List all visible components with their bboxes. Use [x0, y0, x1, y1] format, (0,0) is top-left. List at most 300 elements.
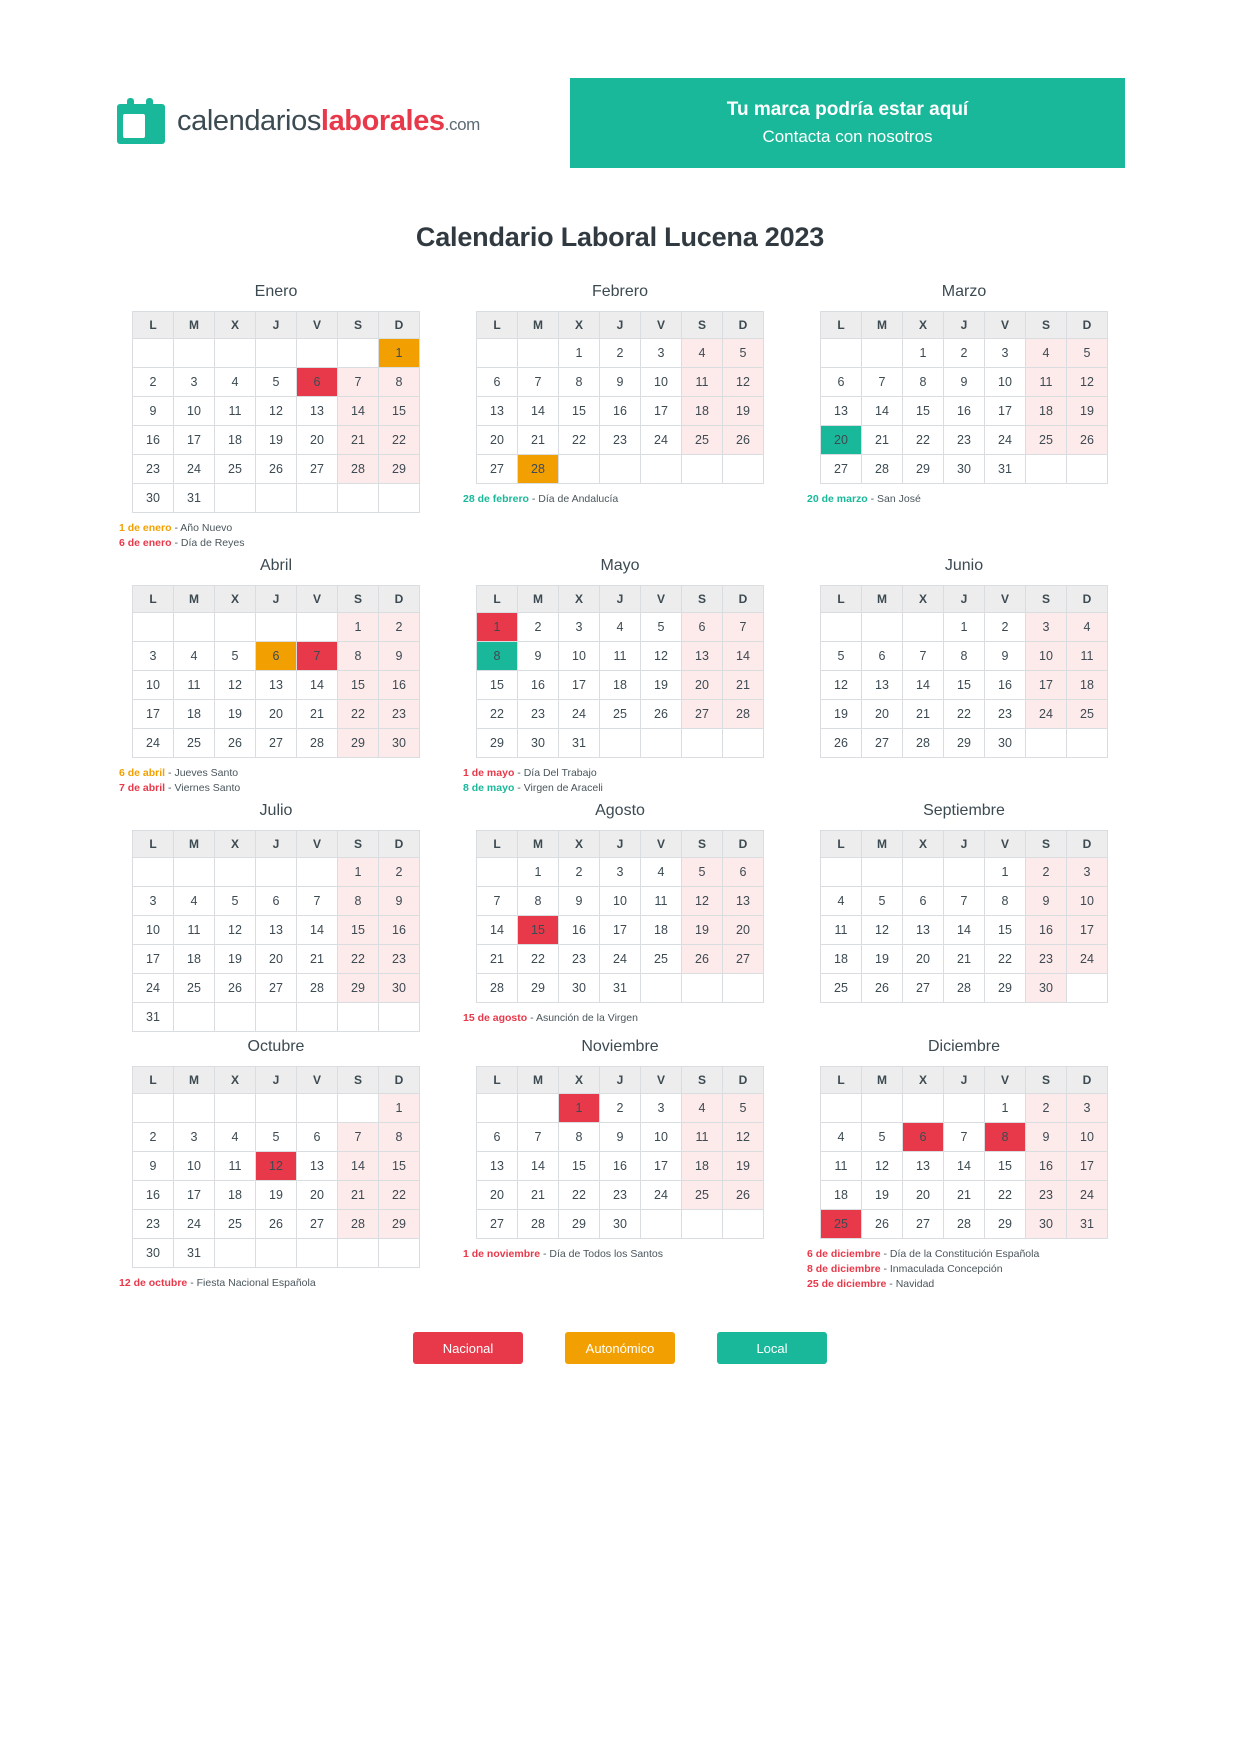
day-cell[interactable]: 8	[559, 1123, 600, 1152]
day-cell[interactable]: 11	[1067, 642, 1108, 671]
day-cell[interactable]: 29	[985, 1210, 1026, 1239]
day-cell[interactable]: 29	[903, 455, 944, 484]
day-cell[interactable]: 7	[944, 887, 985, 916]
day-cell[interactable]: 15	[338, 671, 379, 700]
day-cell[interactable]: 21	[338, 1181, 379, 1210]
day-cell[interactable]: 29	[338, 729, 379, 758]
day-cell[interactable]: 18	[682, 397, 723, 426]
day-cell[interactable]: 25	[174, 974, 215, 1003]
day-cell[interactable]: 26	[641, 700, 682, 729]
day-cell[interactable]: 31	[985, 455, 1026, 484]
day-cell[interactable]: 24	[133, 729, 174, 758]
day-cell[interactable]: 23	[600, 1181, 641, 1210]
day-cell[interactable]: 13	[903, 1152, 944, 1181]
day-cell[interactable]: 11	[641, 887, 682, 916]
day-cell[interactable]: 26	[723, 426, 764, 455]
day-cell[interactable]: 4	[821, 1123, 862, 1152]
day-cell[interactable]: 5	[723, 1094, 764, 1123]
day-cell[interactable]: 27	[297, 1210, 338, 1239]
day-cell[interactable]: 7	[903, 642, 944, 671]
day-cell[interactable]: 28	[297, 729, 338, 758]
day-cell[interactable]: 29	[379, 455, 420, 484]
day-cell[interactable]: 9	[518, 642, 559, 671]
day-cell[interactable]: 22	[903, 426, 944, 455]
day-cell[interactable]: 11	[682, 368, 723, 397]
day-cell[interactable]: 7	[338, 1123, 379, 1152]
day-cell[interactable]: 15	[985, 1152, 1026, 1181]
day-cell[interactable]: 12	[682, 887, 723, 916]
day-cell[interactable]: 21	[338, 426, 379, 455]
day-cell[interactable]: 25	[641, 945, 682, 974]
day-cell[interactable]: 19	[723, 1152, 764, 1181]
day-cell[interactable]: 22	[477, 700, 518, 729]
day-cell[interactable]: 6	[862, 642, 903, 671]
day-cell[interactable]: 3	[641, 1094, 682, 1123]
day-cell[interactable]: 28	[944, 974, 985, 1003]
day-cell[interactable]: 13	[477, 397, 518, 426]
day-cell[interactable]: 11	[682, 1123, 723, 1152]
day-cell[interactable]: 13	[903, 916, 944, 945]
day-cell[interactable]: 30	[559, 974, 600, 1003]
day-cell[interactable]: 28	[518, 455, 559, 484]
day-cell[interactable]: 7	[338, 368, 379, 397]
day-cell[interactable]: 12	[862, 916, 903, 945]
day-cell[interactable]: 1	[559, 1094, 600, 1123]
day-cell[interactable]: 6	[477, 368, 518, 397]
day-cell[interactable]: 21	[944, 1181, 985, 1210]
day-cell[interactable]: 14	[338, 1152, 379, 1181]
day-cell[interactable]: 4	[174, 887, 215, 916]
day-cell[interactable]: 21	[518, 1181, 559, 1210]
day-cell[interactable]: 26	[723, 1181, 764, 1210]
day-cell[interactable]: 18	[821, 1181, 862, 1210]
day-cell[interactable]: 22	[559, 426, 600, 455]
day-cell[interactable]: 19	[215, 945, 256, 974]
day-cell[interactable]: 2	[559, 858, 600, 887]
day-cell[interactable]: 25	[682, 1181, 723, 1210]
day-cell[interactable]: 30	[133, 484, 174, 513]
day-cell[interactable]: 26	[682, 945, 723, 974]
day-cell[interactable]: 30	[379, 729, 420, 758]
day-cell[interactable]: 13	[477, 1152, 518, 1181]
day-cell[interactable]: 18	[174, 700, 215, 729]
day-cell[interactable]: 22	[985, 945, 1026, 974]
day-cell[interactable]: 15	[338, 916, 379, 945]
day-cell[interactable]: 6	[477, 1123, 518, 1152]
day-cell[interactable]: 4	[641, 858, 682, 887]
day-cell[interactable]: 15	[379, 397, 420, 426]
day-cell[interactable]: 8	[338, 887, 379, 916]
day-cell[interactable]: 4	[682, 339, 723, 368]
legend-item[interactable]	[413, 1332, 523, 1364]
day-cell[interactable]: 14	[338, 397, 379, 426]
day-cell[interactable]: 24	[1067, 945, 1108, 974]
day-cell[interactable]: 24	[985, 426, 1026, 455]
day-cell[interactable]: 6	[297, 1123, 338, 1152]
day-cell[interactable]: 2	[985, 613, 1026, 642]
day-cell[interactable]: 23	[1026, 1181, 1067, 1210]
day-cell[interactable]: 28	[338, 1210, 379, 1239]
day-cell[interactable]: 19	[682, 916, 723, 945]
day-cell[interactable]: 14	[297, 916, 338, 945]
day-cell[interactable]: 8	[559, 368, 600, 397]
day-cell[interactable]: 19	[215, 700, 256, 729]
day-cell[interactable]: 28	[477, 974, 518, 1003]
day-cell[interactable]: 25	[215, 455, 256, 484]
day-cell[interactable]: 2	[944, 339, 985, 368]
day-cell[interactable]: 10	[1067, 1123, 1108, 1152]
day-cell[interactable]: 12	[215, 916, 256, 945]
day-cell[interactable]: 25	[821, 974, 862, 1003]
day-cell[interactable]: 7	[862, 368, 903, 397]
day-cell[interactable]: 14	[518, 397, 559, 426]
day-cell[interactable]: 19	[256, 1181, 297, 1210]
day-cell[interactable]: 8	[379, 368, 420, 397]
day-cell[interactable]: 30	[379, 974, 420, 1003]
day-cell[interactable]: 11	[821, 1152, 862, 1181]
day-cell[interactable]: 31	[174, 1239, 215, 1268]
day-cell[interactable]: 19	[641, 671, 682, 700]
day-cell[interactable]: 1	[379, 339, 420, 368]
day-cell[interactable]: 9	[379, 887, 420, 916]
day-cell[interactable]: 29	[985, 974, 1026, 1003]
day-cell[interactable]: 28	[903, 729, 944, 758]
day-cell[interactable]: 24	[174, 455, 215, 484]
day-cell[interactable]: 27	[682, 700, 723, 729]
day-cell[interactable]: 19	[723, 397, 764, 426]
day-cell[interactable]: 1	[338, 613, 379, 642]
day-cell[interactable]: 15	[944, 671, 985, 700]
day-cell[interactable]: 23	[379, 700, 420, 729]
day-cell[interactable]: 1	[903, 339, 944, 368]
day-cell[interactable]: 15	[518, 916, 559, 945]
day-cell[interactable]: 1	[944, 613, 985, 642]
day-cell[interactable]: 15	[559, 397, 600, 426]
day-cell[interactable]: 28	[862, 455, 903, 484]
day-cell[interactable]: 21	[477, 945, 518, 974]
day-cell[interactable]: 9	[1026, 887, 1067, 916]
day-cell[interactable]: 4	[215, 1123, 256, 1152]
day-cell[interactable]: 21	[903, 700, 944, 729]
day-cell[interactable]: 11	[821, 916, 862, 945]
day-cell[interactable]: 4	[174, 642, 215, 671]
day-cell[interactable]: 28	[297, 974, 338, 1003]
day-cell[interactable]: 19	[256, 426, 297, 455]
day-cell[interactable]: 10	[600, 887, 641, 916]
day-cell[interactable]: 9	[944, 368, 985, 397]
day-cell[interactable]: 13	[297, 1152, 338, 1181]
day-cell[interactable]: 2	[600, 1094, 641, 1123]
day-cell[interactable]: 17	[174, 426, 215, 455]
day-cell[interactable]: 29	[559, 1210, 600, 1239]
day-cell[interactable]: 16	[379, 916, 420, 945]
day-cell[interactable]: 23	[518, 700, 559, 729]
day-cell[interactable]: 3	[174, 1123, 215, 1152]
day-cell[interactable]: 12	[1067, 368, 1108, 397]
day-cell[interactable]: 12	[821, 671, 862, 700]
day-cell[interactable]: 8	[477, 642, 518, 671]
day-cell[interactable]: 22	[338, 700, 379, 729]
day-cell[interactable]: 5	[821, 642, 862, 671]
day-cell[interactable]: 7	[518, 368, 559, 397]
day-cell[interactable]: 21	[723, 671, 764, 700]
day-cell[interactable]: 25	[1026, 426, 1067, 455]
day-cell[interactable]: 12	[215, 671, 256, 700]
day-cell[interactable]: 18	[821, 945, 862, 974]
day-cell[interactable]: 10	[1067, 887, 1108, 916]
day-cell[interactable]: 6	[903, 887, 944, 916]
day-cell[interactable]: 26	[862, 1210, 903, 1239]
day-cell[interactable]: 30	[985, 729, 1026, 758]
day-cell[interactable]: 30	[1026, 974, 1067, 1003]
day-cell[interactable]: 16	[985, 671, 1026, 700]
day-cell[interactable]: 13	[723, 887, 764, 916]
day-cell[interactable]: 15	[379, 1152, 420, 1181]
day-cell[interactable]: 6	[256, 887, 297, 916]
day-cell[interactable]: 9	[600, 1123, 641, 1152]
day-cell[interactable]: 18	[174, 945, 215, 974]
day-cell[interactable]: 27	[477, 1210, 518, 1239]
day-cell[interactable]: 27	[256, 974, 297, 1003]
day-cell[interactable]: 1	[985, 1094, 1026, 1123]
day-cell[interactable]: 5	[862, 887, 903, 916]
day-cell[interactable]: 23	[1026, 945, 1067, 974]
day-cell[interactable]: 3	[559, 613, 600, 642]
day-cell[interactable]: 3	[133, 642, 174, 671]
day-cell[interactable]: 30	[518, 729, 559, 758]
day-cell[interactable]: 4	[1026, 339, 1067, 368]
day-cell[interactable]: 6	[682, 613, 723, 642]
day-cell[interactable]: 9	[985, 642, 1026, 671]
day-cell[interactable]: 3	[133, 887, 174, 916]
day-cell[interactable]: 7	[723, 613, 764, 642]
day-cell[interactable]: 25	[1067, 700, 1108, 729]
day-cell[interactable]: 4	[682, 1094, 723, 1123]
day-cell[interactable]: 28	[518, 1210, 559, 1239]
day-cell[interactable]: 20	[862, 700, 903, 729]
day-cell[interactable]: 14	[297, 671, 338, 700]
day-cell[interactable]: 3	[174, 368, 215, 397]
day-cell[interactable]: 19	[821, 700, 862, 729]
day-cell[interactable]: 1	[559, 339, 600, 368]
day-cell[interactable]: 16	[1026, 916, 1067, 945]
day-cell[interactable]: 24	[174, 1210, 215, 1239]
day-cell[interactable]: 22	[379, 426, 420, 455]
day-cell[interactable]: 29	[477, 729, 518, 758]
day-cell[interactable]: 24	[1026, 700, 1067, 729]
day-cell[interactable]: 17	[641, 397, 682, 426]
day-cell[interactable]: 18	[1026, 397, 1067, 426]
day-cell[interactable]: 8	[903, 368, 944, 397]
day-cell[interactable]: 2	[379, 858, 420, 887]
day-cell[interactable]: 15	[903, 397, 944, 426]
day-cell[interactable]: 5	[256, 368, 297, 397]
day-cell[interactable]: 28	[723, 700, 764, 729]
day-cell[interactable]: 20	[297, 426, 338, 455]
day-cell[interactable]: 4	[821, 887, 862, 916]
day-cell[interactable]: 27	[256, 729, 297, 758]
day-cell[interactable]: 21	[297, 945, 338, 974]
day-cell[interactable]: 6	[256, 642, 297, 671]
day-cell[interactable]: 17	[133, 945, 174, 974]
day-cell[interactable]: 10	[133, 916, 174, 945]
day-cell[interactable]: 12	[862, 1152, 903, 1181]
day-cell[interactable]: 2	[1026, 1094, 1067, 1123]
day-cell[interactable]: 24	[600, 945, 641, 974]
day-cell[interactable]: 18	[600, 671, 641, 700]
day-cell[interactable]: 5	[723, 339, 764, 368]
day-cell[interactable]: 13	[256, 916, 297, 945]
day-cell[interactable]: 25	[174, 729, 215, 758]
day-cell[interactable]: 12	[641, 642, 682, 671]
day-cell[interactable]: 12	[256, 1152, 297, 1181]
day-cell[interactable]: 13	[682, 642, 723, 671]
day-cell[interactable]: 14	[944, 916, 985, 945]
day-cell[interactable]: 14	[903, 671, 944, 700]
day-cell[interactable]: 21	[297, 700, 338, 729]
day-cell[interactable]: 17	[133, 700, 174, 729]
day-cell[interactable]: 17	[985, 397, 1026, 426]
day-cell[interactable]: 16	[133, 1181, 174, 1210]
day-cell[interactable]: 16	[559, 916, 600, 945]
day-cell[interactable]: 7	[944, 1123, 985, 1152]
day-cell[interactable]: 15	[559, 1152, 600, 1181]
day-cell[interactable]: 27	[903, 1210, 944, 1239]
day-cell[interactable]: 24	[559, 700, 600, 729]
day-cell[interactable]: 12	[723, 1123, 764, 1152]
day-cell[interactable]: 6	[723, 858, 764, 887]
day-cell[interactable]: 20	[256, 700, 297, 729]
day-cell[interactable]: 1	[379, 1094, 420, 1123]
day-cell[interactable]: 5	[682, 858, 723, 887]
day-cell[interactable]: 13	[256, 671, 297, 700]
day-cell[interactable]: 2	[133, 1123, 174, 1152]
day-cell[interactable]: 18	[215, 426, 256, 455]
day-cell[interactable]: 20	[903, 1181, 944, 1210]
day-cell[interactable]: 30	[133, 1239, 174, 1268]
legend-item[interactable]	[565, 1332, 675, 1364]
day-cell[interactable]: 20	[821, 426, 862, 455]
day-cell[interactable]: 20	[682, 671, 723, 700]
day-cell[interactable]: 9	[559, 887, 600, 916]
day-cell[interactable]: 2	[133, 368, 174, 397]
day-cell[interactable]: 17	[559, 671, 600, 700]
day-cell[interactable]: 1	[985, 858, 1026, 887]
day-cell[interactable]: 27	[297, 455, 338, 484]
day-cell[interactable]: 28	[338, 455, 379, 484]
day-cell[interactable]: 13	[297, 397, 338, 426]
day-cell[interactable]: 16	[600, 1152, 641, 1181]
day-cell[interactable]: 14	[723, 642, 764, 671]
day-cell[interactable]: 6	[297, 368, 338, 397]
day-cell[interactable]: 15	[985, 916, 1026, 945]
day-cell[interactable]: 20	[903, 945, 944, 974]
day-cell[interactable]: 23	[600, 426, 641, 455]
day-cell[interactable]: 13	[862, 671, 903, 700]
day-cell[interactable]: 25	[215, 1210, 256, 1239]
day-cell[interactable]: 24	[133, 974, 174, 1003]
day-cell[interactable]: 14	[518, 1152, 559, 1181]
day-cell[interactable]: 19	[1067, 397, 1108, 426]
day-cell[interactable]: 26	[1067, 426, 1108, 455]
day-cell[interactable]: 22	[985, 1181, 1026, 1210]
day-cell[interactable]: 7	[297, 887, 338, 916]
day-cell[interactable]: 8	[338, 642, 379, 671]
day-cell[interactable]: 23	[985, 700, 1026, 729]
day-cell[interactable]: 10	[985, 368, 1026, 397]
ad-banner[interactable]	[570, 78, 1125, 168]
day-cell[interactable]: 19	[862, 1181, 903, 1210]
day-cell[interactable]: 18	[682, 1152, 723, 1181]
day-cell[interactable]: 20	[477, 1181, 518, 1210]
day-cell[interactable]: 3	[1026, 613, 1067, 642]
day-cell[interactable]: 23	[379, 945, 420, 974]
day-cell[interactable]: 9	[600, 368, 641, 397]
day-cell[interactable]: 25	[821, 1210, 862, 1239]
day-cell[interactable]: 5	[641, 613, 682, 642]
day-cell[interactable]: 17	[1067, 1152, 1108, 1181]
day-cell[interactable]: 31	[133, 1003, 174, 1032]
day-cell[interactable]: 1	[477, 613, 518, 642]
day-cell[interactable]: 5	[215, 887, 256, 916]
day-cell[interactable]: 23	[133, 455, 174, 484]
day-cell[interactable]: 24	[1067, 1181, 1108, 1210]
day-cell[interactable]: 26	[862, 974, 903, 1003]
day-cell[interactable]: 3	[641, 339, 682, 368]
day-cell[interactable]: 2	[518, 613, 559, 642]
day-cell[interactable]: 18	[1067, 671, 1108, 700]
day-cell[interactable]: 31	[174, 484, 215, 513]
day-cell[interactable]: 25	[682, 426, 723, 455]
day-cell[interactable]: 27	[477, 455, 518, 484]
day-cell[interactable]: 8	[985, 1123, 1026, 1152]
day-cell[interactable]: 17	[641, 1152, 682, 1181]
day-cell[interactable]: 29	[338, 974, 379, 1003]
day-cell[interactable]: 2	[379, 613, 420, 642]
day-cell[interactable]: 26	[215, 729, 256, 758]
day-cell[interactable]: 11	[1026, 368, 1067, 397]
day-cell[interactable]: 19	[862, 945, 903, 974]
day-cell[interactable]: 6	[903, 1123, 944, 1152]
day-cell[interactable]: 8	[379, 1123, 420, 1152]
day-cell[interactable]: 22	[518, 945, 559, 974]
legend-item[interactable]	[717, 1332, 827, 1364]
day-cell[interactable]: 11	[174, 671, 215, 700]
day-cell[interactable]: 30	[944, 455, 985, 484]
day-cell[interactable]: 4	[600, 613, 641, 642]
day-cell[interactable]: 26	[256, 455, 297, 484]
day-cell[interactable]: 18	[641, 916, 682, 945]
day-cell[interactable]: 17	[600, 916, 641, 945]
day-cell[interactable]: 4	[1067, 613, 1108, 642]
day-cell[interactable]: 30	[1026, 1210, 1067, 1239]
day-cell[interactable]: 22	[338, 945, 379, 974]
day-cell[interactable]: 28	[944, 1210, 985, 1239]
day-cell[interactable]: 14	[944, 1152, 985, 1181]
day-cell[interactable]: 11	[600, 642, 641, 671]
day-cell[interactable]: 13	[821, 397, 862, 426]
day-cell[interactable]: 30	[600, 1210, 641, 1239]
day-cell[interactable]: 3	[985, 339, 1026, 368]
day-cell[interactable]: 10	[559, 642, 600, 671]
day-cell[interactable]: 29	[518, 974, 559, 1003]
day-cell[interactable]: 4	[215, 368, 256, 397]
day-cell[interactable]: 10	[174, 1152, 215, 1181]
day-cell[interactable]: 11	[215, 397, 256, 426]
day-cell[interactable]: 2	[1026, 858, 1067, 887]
day-cell[interactable]: 8	[944, 642, 985, 671]
day-cell[interactable]: 24	[641, 426, 682, 455]
